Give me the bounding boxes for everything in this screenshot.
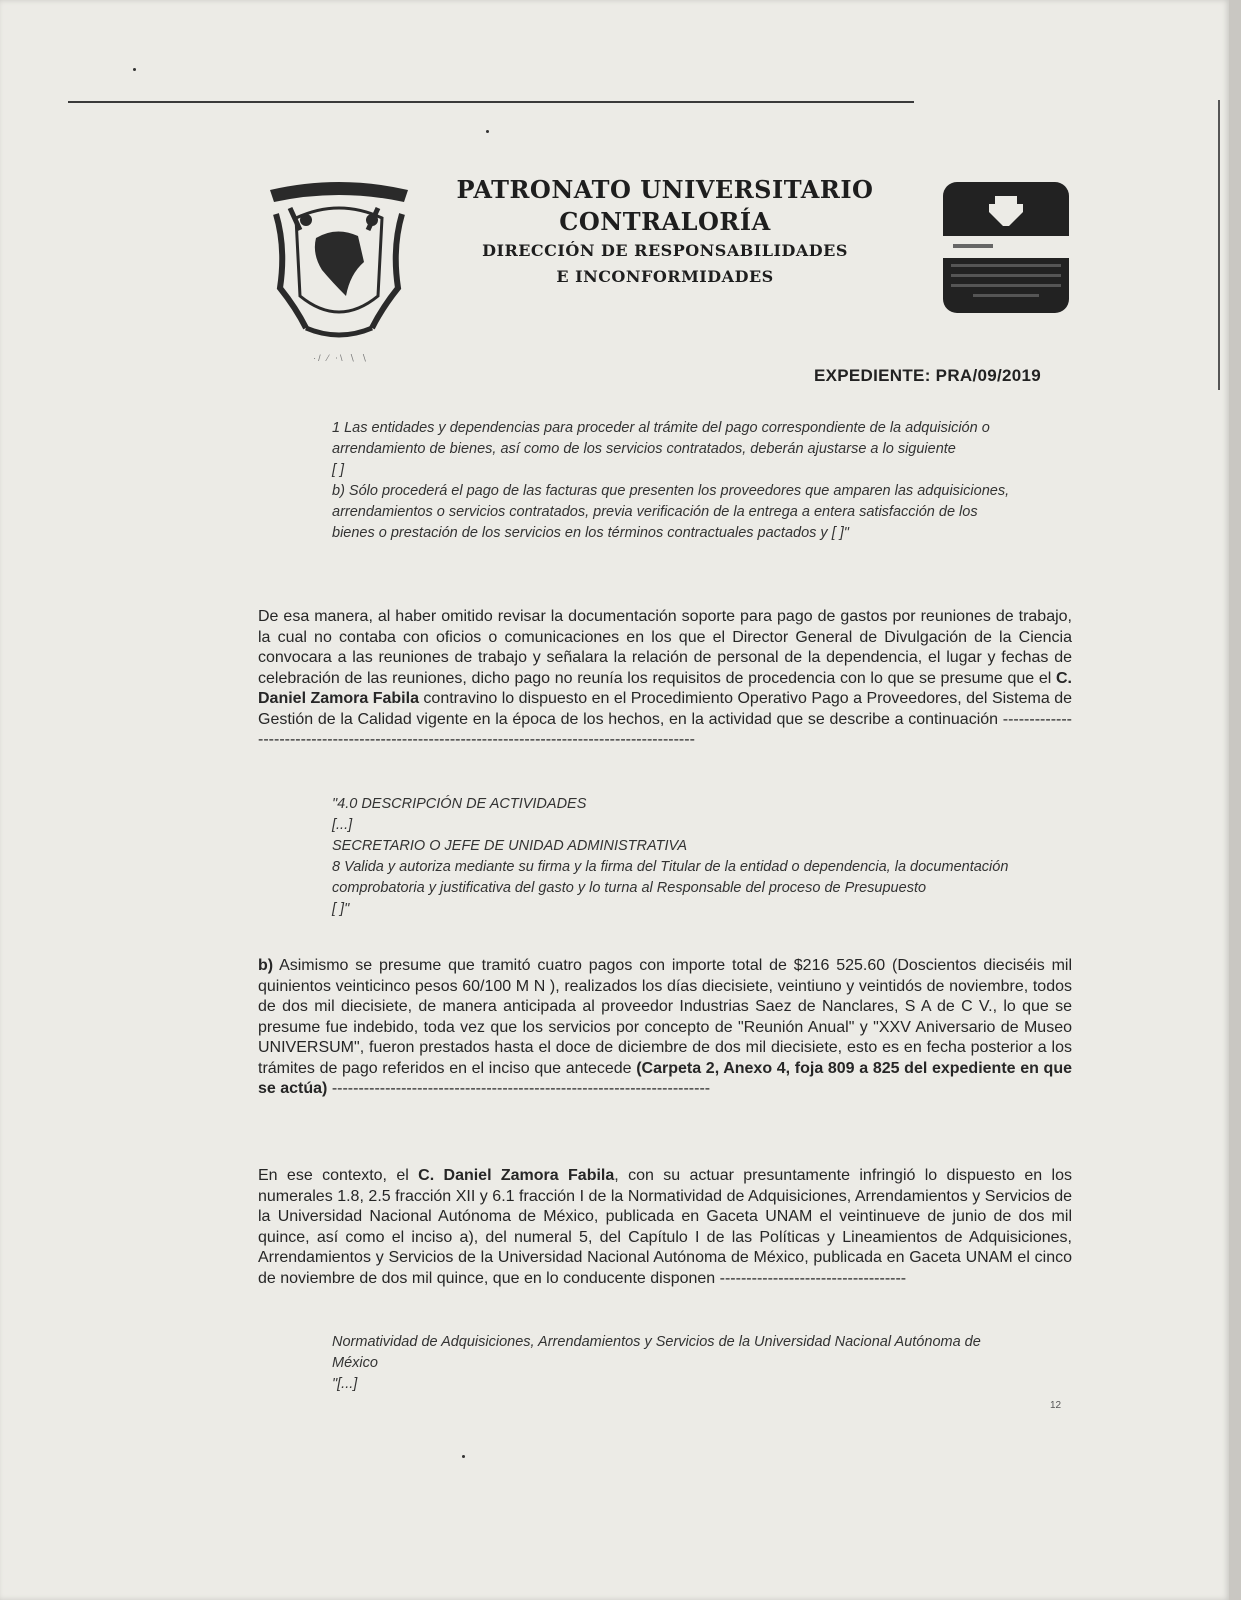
- text-run: En ese contexto, el: [258, 1167, 419, 1184]
- text-run: Asimismo se presume que tramitó cuatro pagos con importe total de $216 525.60 (Doscientos dieciséis mil quinientos veinticinco pesos 60/100 M N ), realizados los días diecisiete, veintiuno y veintidós de noviembre, todos de dos mil diecisiete, de manera anticipada al proveedor Industrias Saez de Nanclares, S A de C V., lo que se presume fue indebido, toda vez que los servicios por concepto de "Reunión Anual" y "XXV Aniversario de Museo UNIVERSUM", fueron prestados hasta el doce de diciembre de dos mil diecisiete, esto es en fecha posterior a los trámites de pago referidos en el inciso que antecede: [258, 957, 1072, 1077]
- person-name: C. Daniel Zamora Fabila: [418, 1167, 615, 1184]
- speck: [462, 1455, 465, 1458]
- quote-paragraph: [...]: [332, 817, 353, 833]
- quote-paragraph: SECRETARIO O JEFE DE UNIDAD ADMINISTRATIVA: [332, 838, 688, 854]
- header-line-1: PATRONATO UNIVERSITARIO: [456, 175, 874, 204]
- speck: [133, 68, 136, 71]
- body-paragraph-2: [258, 956, 1072, 1100]
- crest-caption: ·/ ⁄ ⋅\ ∖ ∖: [313, 353, 369, 363]
- quote-block-3: [332, 1332, 1012, 1395]
- top-rule: [68, 101, 914, 103]
- file-reference: (Carpeta 2, Anexo 4, foja 809 a 825 del expediente en que se actúa): [258, 1059, 1072, 1097]
- unam-crest-icon: [266, 178, 412, 342]
- text-run: De esa manera, al haber omitido revisar la documentación soporte para pago de gastos por reuniones de trabajo, la cual no contaba con oficios o comunicaciones en los que el Director General de Divulgación de la Ciencia convocara a las reuniones de trabajo y señalara la relación de personal de la dependencia, el lugar y fechas de celebración de las reuniones, dicho pago no reunía los requisitos de procedencia con lo que se presume que el: [258, 608, 1072, 687]
- item-marker: b): [258, 957, 274, 974]
- quote-paragraph: b) Sólo procederá el pago de las facturas que presenten los proveedores que amparen las adquisiciones, arrendamientos o servicios contratados, previa verificación de la entrega a entera satisfacción de los bienes o prestación de los servicios en los términos contractuales pactados y [ ]": [332, 483, 1010, 541]
- quote-paragraph: Normatividad de Adquisiciones, Arrendamientos y Servicios de la Universidad Nacional Autónoma de México: [332, 1334, 981, 1371]
- text-run: -----------------------------------------------------------------------: [327, 1080, 711, 1097]
- header-line-2: CONTRALORÍA: [559, 207, 771, 236]
- quote-paragraph: [ ]": [332, 901, 350, 917]
- text-run: , con su actuar presuntamente infringió lo dispuesto en los numerales 1.8, 2.5 fracción XII y 6.1 fracción I de la Normatividad de Adquisiciones, Arrendamientos y Servicios de la Universidad Nacional Autónoma de México, publicada en Gaceta UNAM el veintinueve de junio de dos mil quince, así como el inciso a), del numeral 5, del Capítulo I de las Políticas y Lineamientos de Adquisiciones, Arrendamientos y Servicios de la Universidad Nacional Autónoma de México, publicada en Gaceta UNAM el cinco de noviembre de dos mil quince, que en lo conducente disponen -----------------------------------: [258, 1167, 1072, 1287]
- quote-paragraph: 1 Las entidades y dependencias para proceder al trámite del pago correspondiente de la adquisición o arrendamiento de bienes, así como de los servicios contratados, deberán ajustarse a lo siguiente: [332, 420, 990, 457]
- header-line-4: E INCONFORMIDADES: [556, 267, 774, 286]
- quote-paragraph: "4.0 DESCRIPCIÓN DE ACTIVIDADES: [332, 796, 587, 812]
- quote-paragraph: "[...]: [332, 1376, 358, 1392]
- header-line-3: DIRECCIÓN DE RESPONSABILIDADES: [482, 241, 848, 260]
- case-number: EXPEDIENTE: PRA/09/2019: [814, 366, 1042, 385]
- contraloria-seal-icon: [943, 182, 1069, 313]
- speck: [486, 130, 489, 133]
- body-paragraph-1: [258, 607, 1072, 751]
- person-name: C. Daniel Zamora Fabila: [258, 669, 1072, 707]
- page-number: 12: [1050, 1400, 1062, 1411]
- page-edge-line: [1218, 100, 1220, 390]
- quote-paragraph: 8 Valida y autoriza mediante su firma y la firma del Titular de la entidad o dependencia, la documentación comprobatoria y justificativa del gasto y lo turna al Responsable del proceso de Presupuesto: [332, 859, 1009, 896]
- quote-paragraph: [ ]: [332, 462, 345, 478]
- text-run: contravino lo dispuesto en el Procedimiento Operativo Pago a Proveedores, del Sistema de Gestión de la Calidad vigente en la época de los hechos, en la actividad que se describe a continuación -----------------------------------------------------------------------------------------------: [258, 690, 1072, 748]
- letterhead: [430, 174, 900, 290]
- body-paragraph-3: [258, 1166, 1072, 1289]
- quote-block-2: [332, 794, 1012, 920]
- quote-block-1: [332, 418, 1012, 544]
